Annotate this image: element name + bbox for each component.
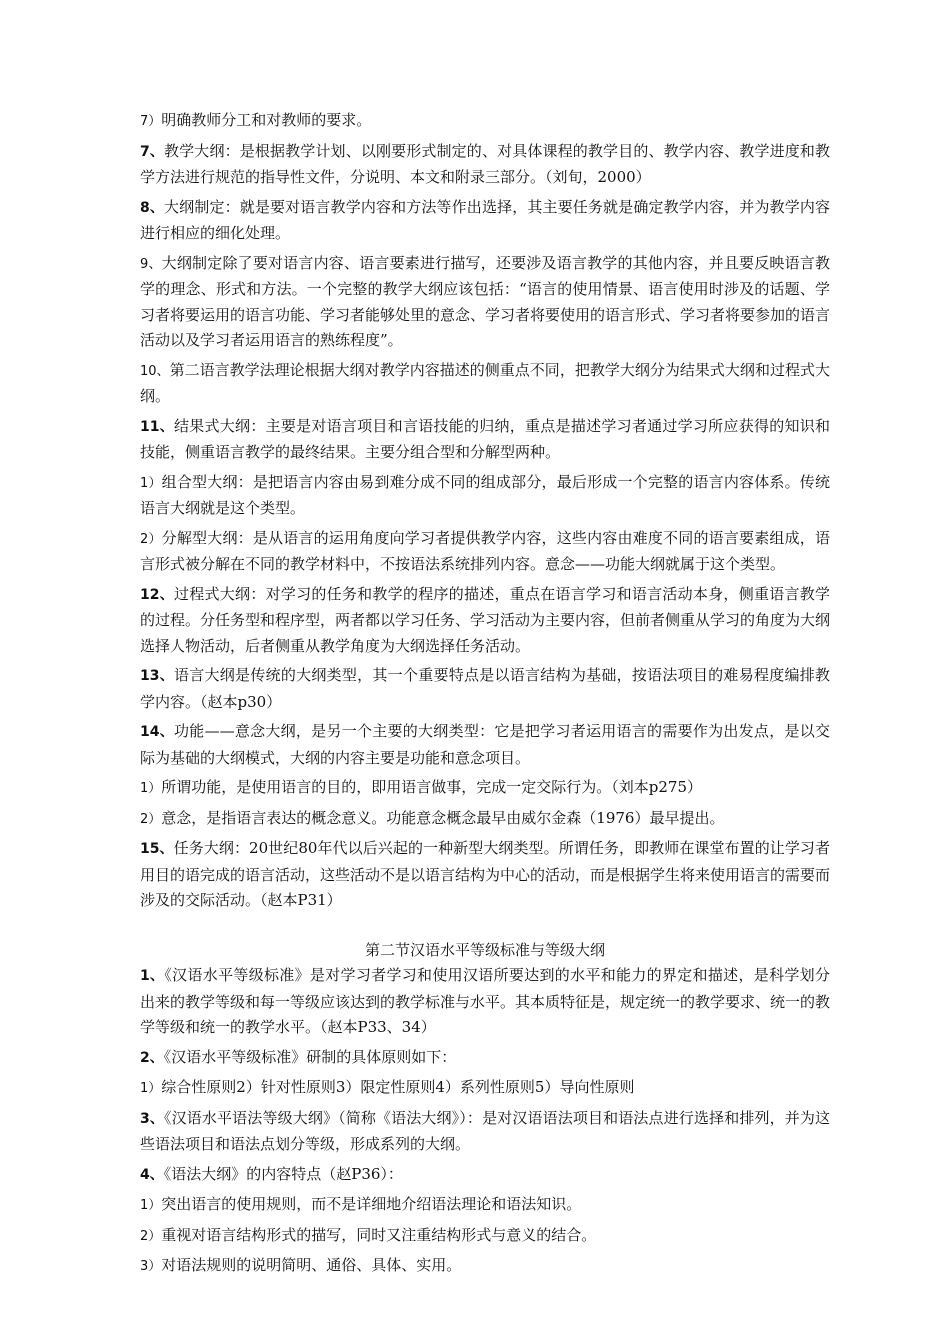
item-text: 《汉语水平等级标准》研制的具体原则如下： [163, 1047, 457, 1066]
list-item [140, 1162, 830, 1189]
item-number: 14、 [140, 724, 175, 740]
item-text: 功能——意念大纲，是另一个主要的大纲类型：它是把学习者运用语言的需要作为出发点，是以交际为基础的大纲模式，大纲的内容主要是功能和意念项目。 [140, 722, 831, 767]
list-item [140, 1192, 830, 1219]
item-text: 《语法大纲》的内容特点（赵P36）： [163, 1164, 403, 1183]
list-item [140, 806, 830, 833]
item-text: 意念，是指语言表达的概念意义。功能意念概念最早由威尔金森（1976）最早提出。 [161, 808, 725, 827]
list-item [140, 1045, 830, 1072]
item-number: 3） [140, 1259, 162, 1274]
item-text: 所谓功能，是使用语言的目的，即用语言做事，完成一定交际行为。（刘本p275） [161, 778, 703, 796]
item-number: 1） [140, 475, 162, 491]
section-heading: 第二节汉语水平等级标准与等级大纲 [364, 940, 605, 959]
item-text: 语言大纲是传统的大纲类型，其一个重要特点是以语言结构为基础，按语法项目的难易程度编排教学内容。（赵本p30） [140, 666, 830, 711]
item-number: 9、 [140, 256, 162, 272]
item-text: 大纲制定除了要对语言内容、语言要素进行描写，还要涉及语言教学的其他内容，并且要反映语言教学的理念、形式和方法。一个完整的教学大纲应该包括：“语言的使用情景、语言使用时涉及的话题、学习者将要运用的语言功能、学习者能够处里的意念、学习者将要使用的语言形式、学习者将要参加的语言活动以及学习者运用语言的熟练程度”。 [140, 253, 831, 349]
item-text: 《汉语水平语法等级大纲》（简称《语法大纲》）：是对汉语语法项目和语法点进行选择和排列，并为这些语法项目和语法点划分等级，形成系列的大纲。 [140, 1108, 830, 1153]
item-number: 2） [140, 1228, 162, 1244]
item-number: 12、 [140, 586, 175, 603]
item-text: 分解型大纲：是从语言的运用角度向学习者提供教学内容，这些内容由难度不同的语言要素组成，语言形式被分解在不同的教学材料中，不按语法系统排列内容。意念——功能大纲就属于这个类型。 [140, 528, 830, 573]
item-text: 组合型大纲：是把语言内容由易到难分成不同的组成部分，最后形成一个完整的语言内容体系。传统语言大纲就是这个类型。 [140, 472, 830, 517]
item-number: 13、 [140, 668, 175, 684]
item-text: 重视对语言结构形式的描写，同时又注重结构形式与意义的结合。 [161, 1225, 597, 1244]
item-text: 《汉语水平等级标准》是对学习者学习和使用汉语所要达到的水平和能力的界定和描述，是科学划分出来的教学等级和每一等级应该达到的教学标准与水平。其本质特征是，规定统一的教学要求、统一的教学等级和统一的教学水平。（赵本P33、34） [140, 966, 831, 1036]
item-text: 第二语言教学法理论根据大纲对教学内容描述的侧重点不同，把教学大纲分为结果式大纲和过程式大纲。 [140, 360, 830, 405]
list-item [140, 358, 830, 410]
item-number: 1） [140, 1081, 162, 1096]
item-number: 2、 [140, 1049, 164, 1066]
item-text: 突出语言的使用规则，而不是详细地介绍语法理论和语法知识。 [161, 1195, 582, 1213]
item-number: 3、 [140, 1110, 165, 1127]
item-number: 15、 [140, 841, 174, 857]
list-item [140, 139, 830, 191]
list-item [140, 1106, 830, 1158]
item-text: 任务大纲：20世纪80年代以后兴起的一种新型大纲类型。所谓任务，即教师在课堂布置的让学习者用目的语完成的语言活动，这些活动不是以语言结构为中心的活动，而是根据学生将来使用语言的需要而涉及的交际活动。（赵本P31） [140, 839, 831, 909]
list-item [140, 526, 830, 578]
list-item [140, 836, 830, 914]
list-item [140, 251, 830, 354]
list-item [140, 195, 830, 247]
list-item [140, 1223, 830, 1250]
section-gap [140, 918, 830, 938]
item-number: 10、 [140, 363, 170, 379]
list-item [140, 414, 830, 466]
item-number: 8、 [140, 199, 165, 216]
document-page [140, 108, 830, 1284]
item-number: 7） [140, 114, 162, 129]
list-item [140, 719, 830, 771]
item-text: 大纲制定：就是要对语言教学内容和方法等作出选择，其主要任务就是确定教学内容，并为教学内容进行相应的细化处理。 [140, 197, 830, 242]
list-item [140, 775, 830, 802]
item-number: 2） [140, 531, 162, 547]
list-item [140, 108, 830, 135]
list-item [140, 963, 830, 1041]
item-text: 综合性原则2）针对性原则3）限定性原则4）系列性原则5）导向性原则 [161, 1078, 635, 1096]
item-number: 1、 [140, 968, 165, 984]
list-item [140, 582, 830, 660]
item-number: 7、 [140, 143, 165, 160]
item-text: 过程式大纲：对学习的任务和教学的程序的描述，重点在语言学习和语言活动本身，侧重语言教学的过程。分任务型和程序型，两者都以学习任务、学习活动为主要内容，但前者侧重从学习的角度为大纲选择人物活动，后者侧重从教学角度为大纲选择任务活动。 [140, 584, 831, 655]
list-item [140, 663, 830, 715]
list-item [140, 1075, 830, 1102]
item-number: 2） [140, 811, 162, 827]
item-text: 对语法规则的说明简明、通俗、具体、实用。 [161, 1256, 462, 1274]
item-text: 教学大纲：是根据教学计划、以刚要形式制定的、对具体课程的教学目的、教学内容、教学进度和教学方法进行规范的指导性文件，分说明、本文和附录三部分。（刘旬，2000） [140, 141, 830, 186]
item-number: 11、 [140, 418, 175, 435]
item-number: 4、 [140, 1166, 164, 1183]
list-item [140, 470, 830, 522]
item-number: 1） [140, 781, 162, 796]
list-item [140, 1253, 830, 1280]
item-text: 结果式大纲：主要是对语言项目和言语技能的归纳，重点是描述学习者通过学习所应获得的知识和技能，侧重语言教学的最终结果。主要分组合型和分解型两种。 [140, 416, 830, 461]
item-number: 1） [140, 1198, 162, 1213]
item-text: 明确教师分工和对教师的要求。 [161, 111, 372, 129]
